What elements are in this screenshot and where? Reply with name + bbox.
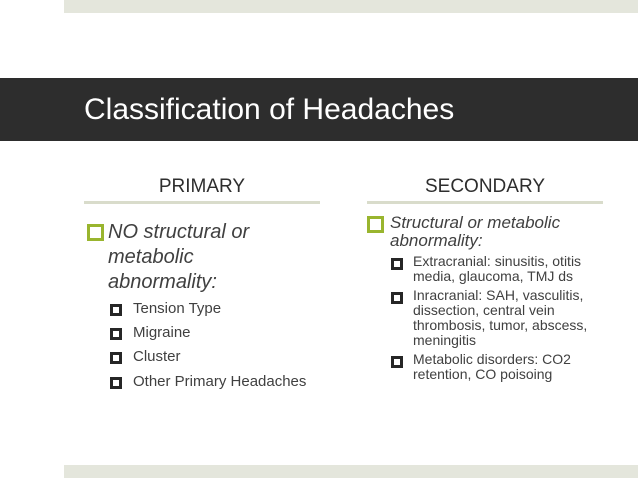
primary-main-point: NO structural or metabolic abnormality: [108, 221, 250, 293]
secondary-item: Extracranial: sinusitis, otitis media, glaucoma, TMJ ds [413, 253, 582, 284]
bottom-decorative-band [64, 465, 638, 478]
secondary-heading: SECONDARY [424, 176, 545, 197]
secondary-main-point: Structural or metabolic abnormality: [390, 213, 561, 250]
top-decorative-band [64, 0, 638, 13]
secondary-item: Metabolic disorders: CO2 retention, CO poisoing [413, 351, 571, 382]
square-bullet-icon [110, 304, 122, 316]
square-bullet-icon [87, 224, 104, 241]
square-bullet-icon [391, 258, 403, 270]
square-bullet-icon [391, 292, 403, 304]
primary-item: Cluster [133, 348, 181, 365]
secondary-heading-rule [367, 201, 603, 204]
primary-item: Migraine [133, 324, 191, 341]
square-bullet-icon [110, 352, 122, 364]
square-bullet-icon [367, 216, 384, 233]
primary-heading-rule [84, 201, 320, 204]
square-bullet-icon [110, 377, 122, 389]
slide-title: Classification of Headaches [84, 93, 455, 126]
primary-item: Tension Type [133, 300, 222, 317]
secondary-item: Inracranial: SAH, vasculitis, dissection, central vein thrombosis, tumor, abscess, meningitis [413, 287, 588, 348]
square-bullet-icon [110, 328, 122, 340]
primary-heading: PRIMARY [158, 176, 246, 197]
square-bullet-icon [391, 356, 403, 368]
primary-item: Other Primary Headaches [133, 373, 307, 390]
